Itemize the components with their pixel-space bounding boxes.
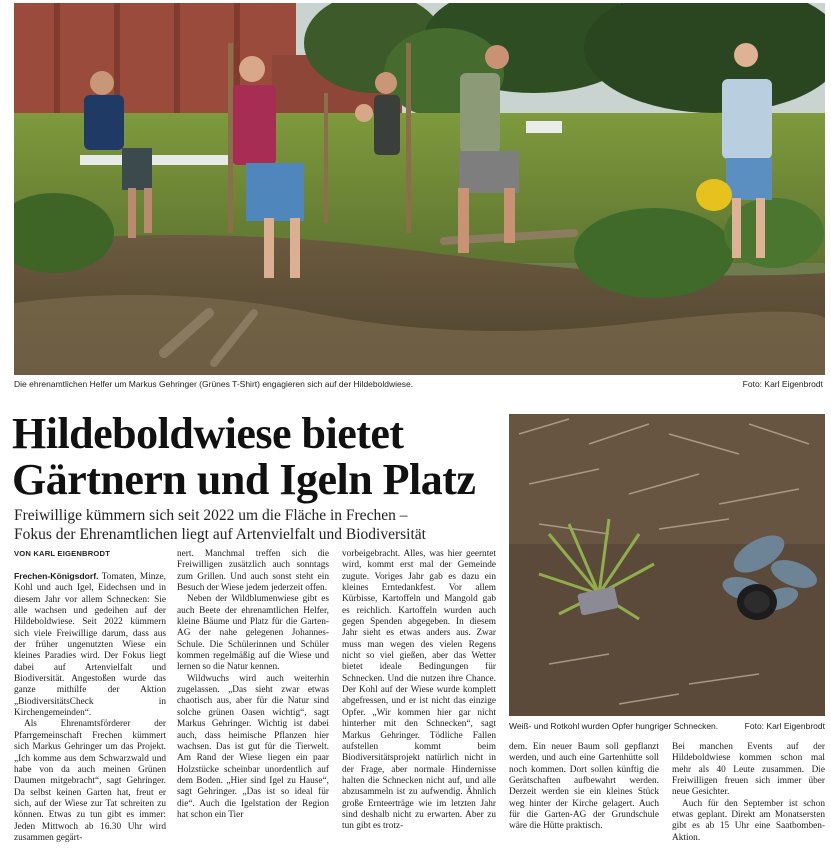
col2-paragraph-2: Neben der Wildblumenwiese gibt es auch Beete der ehrenamtlichen Helfer, kleine Bäume und Platz für die Garten-AG der nahe gelegenen Johannes-Schule. Die Schülerinnen und Schüler kommen regelmäßig auf die Wiese und lernen so die Natur kennen. [177, 594, 329, 673]
col3-paragraph-1: vorbeigebracht. Alles, was hier geerntet wird, kommt erst mal der Gemeinde zugute. Voriges Jahr gab es dazu ein kleines Erntedankfest. Vor allem Kürbisse, Kartoffeln und Mangold gab es reichlich. Kartoffeln wurden auch gegen Spenden abgegeben. In diesem Jahr sieht es etwas anders aus. Zwar muss man wegen des vielen Regens nicht so viel gießen, aber das Wetter bietet ideale Bedingungen für Schnecken. Und die nutzen ihre Chance. Der Kohl auf der Wiese wurde komplett abgefressen, und er ist nicht das einzige Opfer. „Wir kommen hier gar nicht hinterher mit den Schnecken“, sagt Markus Gehringer. Tödliche Fallen aufstellen kommt beim Biodiversitätsprojekt natürlich nicht in der Frage, aber normale Hindernisse halten die Schnecken nicht auf, und alle abzusammeln ist zu aufwendig. Ähnlich große Ernteerträge wie im letzten Jahr sind deshalb nicht zu erwarten. Aber zu tun gibt es trotz- [342, 549, 496, 832]
col2-paragraph-1: nert. Manchmal treffen sich die Freiwilligen zusätzlich auch sonntags zum Grillen. Und auch sonst steht ein Besuch der Wiese jedem jederzeit offen. [177, 549, 329, 594]
cabbage-photo-credit: Foto: Karl Eigenbrodt [744, 721, 825, 731]
cabbage-photo-caption: Weiß- und Rotkohl wurden Opfer hungriger Schnecken. [509, 721, 719, 731]
article-column-4 [509, 742, 659, 857]
subhead-line-2: Fokus der Ehrenamtlichen liegt auf Artenvielfalt und Biodiversität [14, 526, 426, 543]
subhead-line-1: Freiwillige kümmern sich seit 2022 um die Fläche in Frechen – [14, 507, 408, 524]
col5-paragraph-1: Bei manchen Events auf der Hildeboldwiese kommen schon mal mehr als 40 Leute zusammen. Die Freiwilligen freuen sich immer über neue Gesichter. [672, 742, 825, 798]
main-photo [14, 3, 825, 375]
main-photo-caption: Die ehrenamtlichen Helfer um Markus Gehringer (Grünes T-Shirt) engagieren sich auf der Hildeboldwiese. [14, 379, 414, 389]
headline-line-2: Gärtnern und Igeln Platz [12, 455, 476, 504]
article-headline [12, 411, 502, 503]
article-column-5 [672, 742, 825, 857]
article-subhead [14, 506, 504, 544]
main-photo-illustration [14, 3, 825, 375]
main-photo-credit: Foto: Karl Eigenbrodt [742, 379, 823, 389]
dateline: Frechen-Königsdorf. [14, 571, 99, 581]
headline-line-1: Hildeboldwiese bietet [12, 409, 404, 458]
article-column-1 [14, 571, 166, 857]
article-column-2 [177, 549, 329, 857]
col1-lead: Tomaten, Minze, Kohl und auch Igel, Eidechsen und in diesem Jahr vor allem Schnecken: Sie alle wachsen und gedeihen auf der Hildeboldwiese. Seit 2022 kümmern sich viele Freiwillige darum, dass aus der früher ungenutzten Wiese ein kleines Paradies wird. Der Fokus liegt dabei auf Artenvielfalt und Biodiversität. Angestoßen wurde das ganze mithilfe der Aktion „BiodiversitätsCheck in Kirchengemeinden“. [14, 572, 166, 719]
col2-paragraph-3: Wildwuchs wird auch weiterhin zugelassen. „Das sieht zwar etwas chaotisch aus, aber für die Natur sind solche grünen Oasen wichtig“, sagt Markus Gehringer. Wichtig ist dabei auch, dass heimische Pflanzen hier wachsen. Das ist gut für die Tierwelt. Am Rand der Wiese liegen ein paar Holzstücke scheinbar unordentlich auf dem Boden. „Hier sind Igel zu Hause“, sagt Gehringer. „Das ist so ideal für die“. Auch die Igelstation der Region hat schon ein Tier [177, 673, 329, 820]
cabbage-photo-illustration [509, 414, 825, 716]
byline: VON KARL EIGENBRODT [14, 549, 111, 558]
col5-paragraph-2: Auch für den September ist schon etwas geplant. Direkt am Monatsersten gibt es ab 15 Uhr eine Saatbomben-Aktion. [672, 798, 825, 843]
col4-paragraph-1: dem. Ein neuer Baum soll gepflanzt werden, und auch eine Gartenhütte soll noch kommen. Dort sollen künftig die Gerätschaften aufbewahrt werden. Derzeit werden sie ein kleines Stück weg hinter der Kirche gelagert. Auch für die Garten-AG der Grundschule wäre die Hütte praktisch. [509, 742, 659, 832]
col1-paragraph-2: Als Ehrenamtsförderer der Pfarrgemeinschaft Frechen kümmert sich Markus Gehringer um das Projekt. „Ich komme aus dem Schwarzwald und habe von da auch meinen Grünen Daumen mitgebracht“, sagt Gehringer. Da selbst keinen Garten hat, freut er sich, auf der Wiese zur Tat schreiten zu können. Etwas zu tun gibt es immer: Jeden Mittwoch ab 16.30 Uhr wird zusammen gegärt- [14, 719, 166, 843]
article-column-3 [342, 549, 496, 857]
cabbage-photo [509, 414, 825, 716]
